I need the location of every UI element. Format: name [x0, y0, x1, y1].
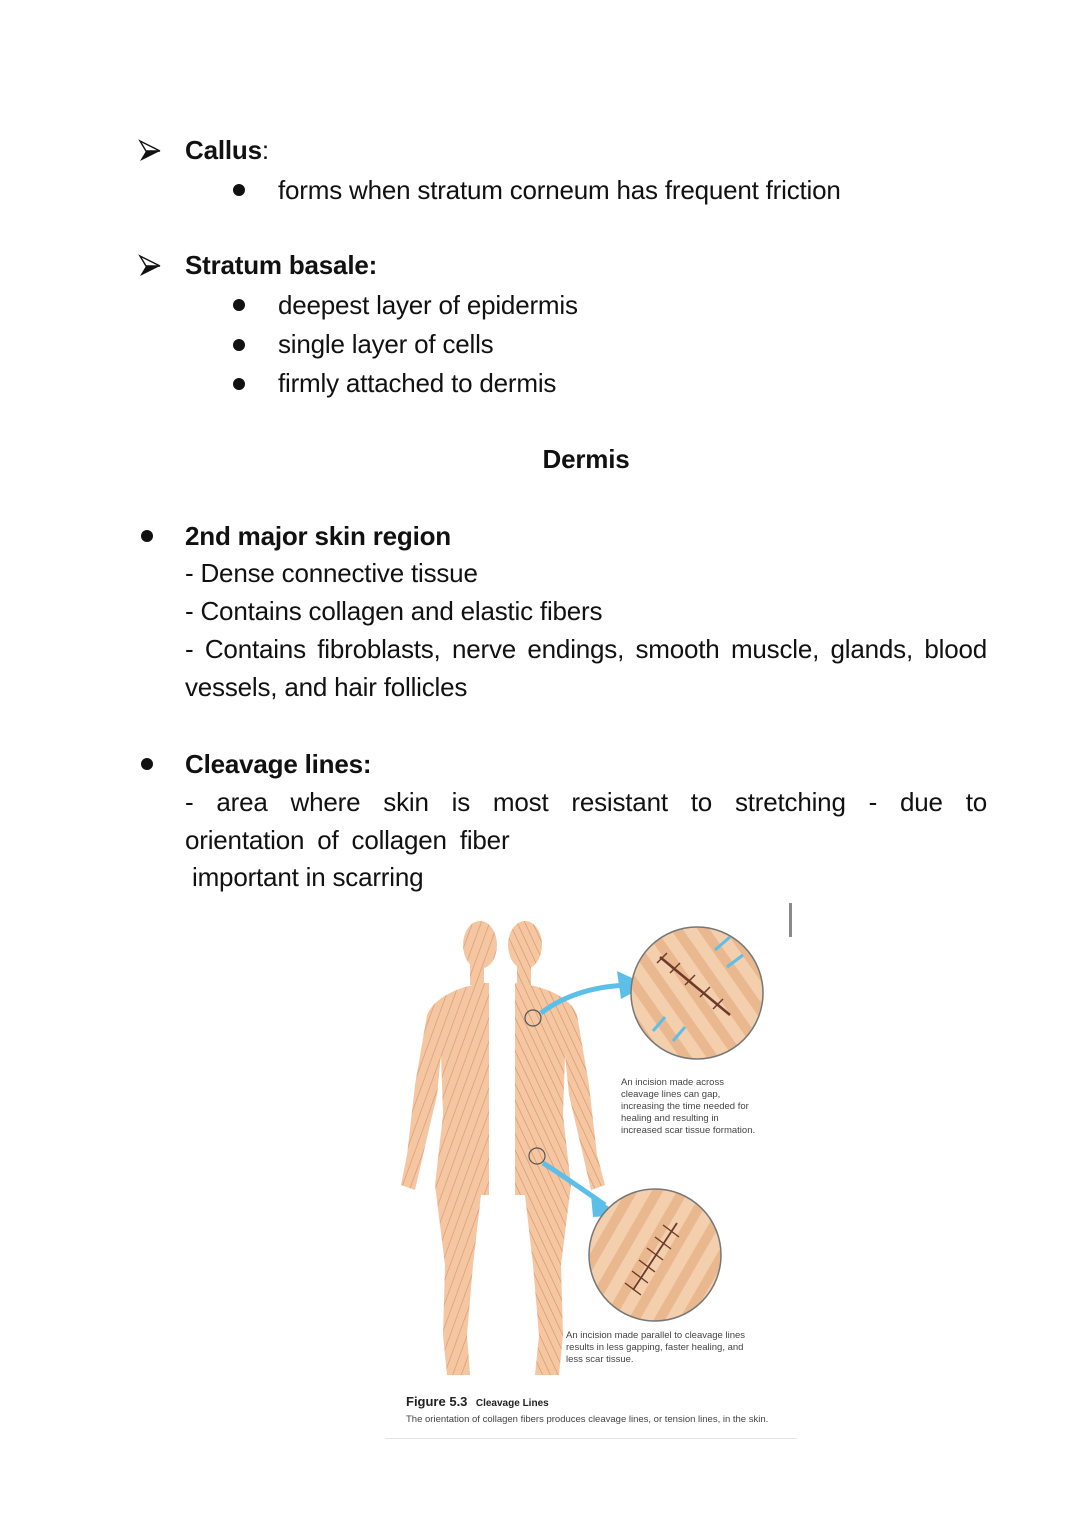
callus-bullet: forms when stratum corneum has frequent friction: [278, 175, 841, 205]
callus-heading: [185, 131, 269, 169]
figure-title: Cleavage Lines: [475, 1398, 549, 1409]
dermis-item-line: - Contains collagen and elastic fibers: [185, 596, 603, 626]
callus-heading-colon: :: [261, 135, 269, 165]
figure-label: Figure 5.3: [406, 1394, 468, 1409]
cleavage-lines-illustration: [385, 905, 797, 1395]
figure-caption: [406, 1393, 776, 1426]
zoom-circle-across-lines: [631, 927, 763, 1059]
callout-across-lines: An incision made across cleavage lines can gap, increasing the time needed for healing and resulting in increased scar tissue formation.: [621, 1077, 756, 1136]
arrowhead-bullet-icon: [138, 254, 162, 278]
bullet-icon: [233, 339, 245, 351]
stratum-basale-heading: Stratum basale:: [185, 250, 378, 280]
dermis-item-line: - Contains fibroblasts, nerve endings, smooth muscle, glands, blood vessels, and hair follicles: [185, 634, 987, 702]
bullet-icon: [233, 184, 245, 196]
zoom-circle-parallel-lines: [589, 1189, 721, 1321]
dermis-item-line: - Dense connective tissue: [185, 558, 478, 588]
dermis-item-heading: 2nd major skin region: [185, 521, 451, 551]
bullet-icon: [233, 378, 245, 390]
stratum-basale-bullet: single layer of cells: [278, 329, 494, 359]
stratum-basale-bullet: firmly attached to dermis: [278, 368, 557, 398]
body-posterior-half: [401, 921, 497, 1375]
stratum-basale-bullet: deepest layer of epidermis: [278, 290, 578, 320]
dermis-item-line: important in scarring: [185, 862, 424, 892]
section-title-dermis: Dermis: [542, 444, 630, 474]
bullet-icon: [141, 530, 153, 542]
callout-parallel-lines: An incision made parallel to cleavage lines results in less gapping, faster healing, and less scar tissue.: [566, 1330, 746, 1365]
dermis-item-line: - area where skin is most resistant to stretching - due to orientation of collagen fiber: [185, 787, 987, 855]
arrowhead-bullet-icon: [138, 139, 162, 163]
figure-bottom-rule: [385, 1438, 797, 1439]
bullet-icon: [141, 758, 153, 770]
bullet-icon: [233, 299, 245, 311]
callus-heading-text: Callus: [185, 135, 262, 165]
dermis-item-heading: Cleavage lines:: [185, 749, 372, 779]
figure-cleavage-lines: [385, 905, 797, 1440]
figure-description: The orientation of collagen fibers produces cleavage lines, or tension lines, in the skin.: [406, 1414, 769, 1425]
